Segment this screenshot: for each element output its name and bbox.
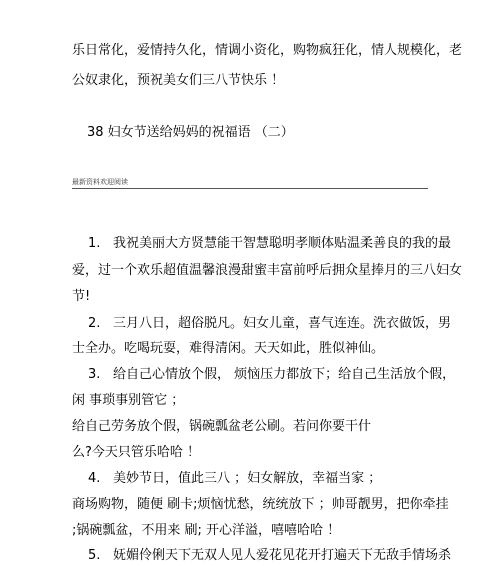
list-item-3-text-2: 闲 事琐事别管它 ； [72,393,185,408]
section-title: 38 妇女节送给妈妈的祝福语 （二） [87,125,294,140]
list-item-3-text-3: 给自己劳务放个假，锅碗瓢盆老公刷。若问你要干什 [72,419,372,434]
list-item-1-text-1: 我祝美丽大方贤慧能干智慧聪明孝顺体贴温柔善良的我的最 [113,236,452,251]
list-item-5-line-1 [72,547,451,565]
list-item-5-number: 5. [88,548,101,563]
list-item-2-number: 2. [88,316,101,331]
list-item-1-number: 1. [88,236,101,251]
list-item-1-text-2: 爱，过一个欢乐超值温馨浪漫甜蜜丰富前呼后拥众星捧月的三八妇女 [72,263,463,278]
list-item-3-number: 3. [88,367,101,382]
list-item-4-line-1 [72,470,381,488]
list-item-1-line-1 [72,235,451,253]
list-item-2-line-1 [72,315,451,333]
header-note: 最新资料欢迎阅读 [72,178,128,186]
intro-line-1: 乐日常化，爱情持久化，情调小资化，购物疯狂化，情人规模化，老 [72,43,463,58]
list-item-1-text-3: 节! [72,289,91,304]
list-item-4-text-3: ;锅碗瓢盆，不用来 刷; 开心洋溢，嘻嘻哈哈 ！ [72,523,341,538]
intro-line-2: 公奴隶化，预祝美女们三八节快乐 ！ [72,73,285,88]
list-item-4-number: 4. [88,471,101,486]
header-rule [72,188,428,189]
list-item-5-text-1: 妩媚伶俐天下无双人见人爱花见花开打遍天下无敌手情场杀 [113,548,452,563]
list-item-2-text-1: 三月八日，超俗脱凡。妇女儿童，喜气连连。洗衣做饭，男 [113,316,452,331]
list-item-3-text-1: 给自己心情放个假， 烦恼压力都放下；给自己生活放个假， [113,367,456,382]
list-item-3-text-4: 么?今天只管乐哈哈 ！ [72,445,201,460]
list-item-2-text-2: 士全办。吃喝玩耍，难得清闲。天天如此，胜似神仙。 [72,341,385,356]
list-item-4-text-2: 商场购物，随便 刷卡;烦恼忧愁，统统放下 ；帅哥靓男，把你牵挂 [72,497,449,512]
list-item-3-line-1 [72,366,455,384]
list-item-4-text-1: 美妙节日，值此三八 ；妇女解放，幸福当家 ； [113,471,382,486]
